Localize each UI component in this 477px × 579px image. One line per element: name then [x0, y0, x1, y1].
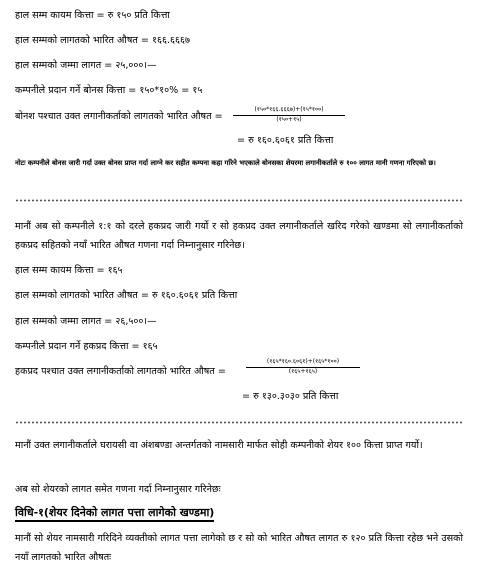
bonus-formula-label: बोनश पश्चात उक्त लगानीकर्ताको लागतको भारित औषत =	[15, 111, 223, 122]
rights-formula-numerator: (१६५*१६०.६०६१)+(१६५*१००)	[266, 358, 340, 365]
separator	[15, 421, 463, 424]
bonus-formula-result: = रु १६०.६०६१ प्रति कित्ता	[237, 135, 334, 146]
transfer-cost-intro-line: अब सो शेयरको लागत समेत गणना गर्दा निम्नानुसार गरिनेछः	[15, 484, 221, 495]
rights-units-line: कम्पनीले प्रदान गर्ने हकप्रद कित्ता = १६५	[15, 341, 158, 352]
rights-weighted-average-line: हाल सम्मको लागतको भारित औषत = रु १६०.६०६१ प्रति कित्ता	[15, 290, 238, 301]
bonus-formula-numerator: (१५०*१६६.६६६७)+(१५*१००)	[254, 106, 324, 113]
current-holding-line: हाल सम्म कायम कित्ता = रु १५० प्रति कित्ता	[15, 10, 170, 21]
method-1-heading-text: विधि-१(शेयर दिनेको लागत पत्ता लागेको खण्डमा)	[15, 506, 214, 522]
rights-formula-denominator: (१६५+१६५)	[288, 368, 318, 375]
separator	[15, 199, 463, 202]
method-1-paragraph: मानौं सो शेयर नामसारी गरिदिने व्यक्तीको लागत पत्ता लागेको छ र सो को भारित औषत लागत रु १२० प्रति कित्ता रहेछ भने उसको नयाँ लागतको भारित औषतः	[15, 533, 463, 563]
weighted-average-line: हाल सम्मको लागतको भारित औषत = १६६.६६६७	[15, 35, 190, 46]
total-cost-line: हाल सम्मको जम्मा लागत = २५,०००।—	[15, 60, 157, 71]
rights-issue-paragraph: मानौं अब सो कम्पनीले १:१ को दरले हकप्रद जारी गर्यो र सो हकप्रद उक्त लगानीकर्ताले खरिद गरेको खण्डमा सो लगानीकर्ताको हकप्रद सहितको नयाँ भारित औषत गणना गर्दा निम्नानुसार गरिनेछ।	[15, 221, 463, 251]
rights-formula-result: = रु १३०.३०३० प्रति कित्ता	[242, 391, 339, 402]
rights-current-holding-line: हाल सम्म कायम कित्ता = १६५	[15, 265, 123, 276]
bonus-formula-denominator: (१५०+१५)	[276, 116, 302, 123]
transfer-paragraph: मानौं उक्त लगानीकर्ताले घरायसी वा अंशबण्डा अन्तर्गतको नामसारी मार्फत सोही कम्पनीको शेयर १०० कित्ता प्राप्त गर्यो।	[15, 440, 423, 451]
note-paragraph: नोटः कम्पनीले बोनस जारी गर्दा उक्त बोनस प्राप्त गर्दा लाग्ने कर सहीत कम्पना कहा गरिने भएकाले बोनसका शेयरमा लगानीकर्ताले रु १०० लागत मानी गणना गरिएको छ।	[15, 159, 436, 167]
rights-formula-label: हकप्रद पश्चात उक्त लगानीकर्ताको लागतको भारित औषत =	[15, 366, 226, 377]
rights-total-cost-line: हाल सम्मको जम्मा लागत = २६,५००।—	[15, 316, 157, 327]
method-1-heading	[15, 505, 214, 521]
bonus-units-line: कम्पनीले प्रदान गर्ने बोनस कित्ता = १५०*१०% = १५	[15, 85, 203, 96]
